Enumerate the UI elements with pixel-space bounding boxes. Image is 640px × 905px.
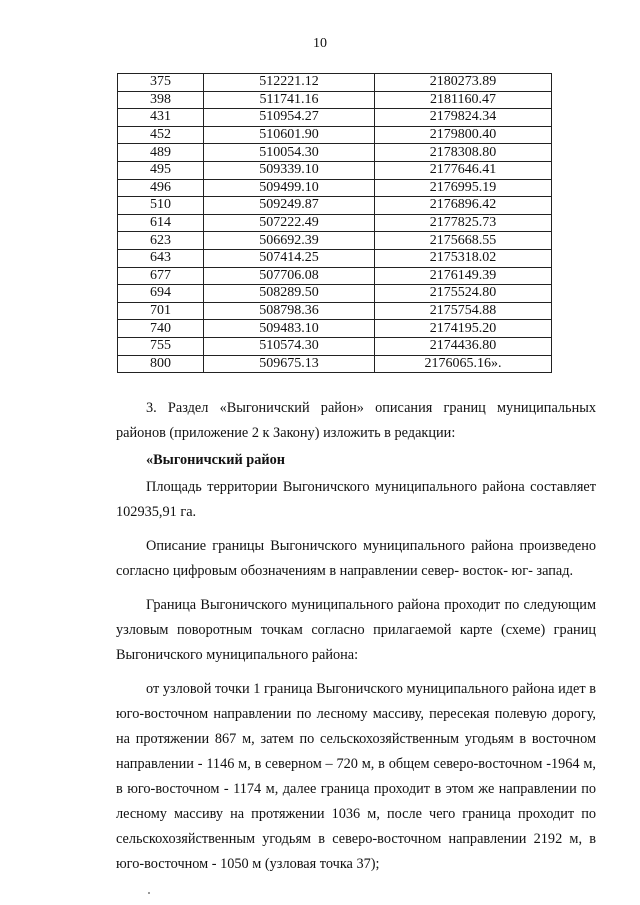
x-coordinate-cell: 510054.30 xyxy=(204,144,375,162)
y-coordinate-cell: 2175524.80 xyxy=(375,285,552,303)
y-coordinate-cell: 2181160.47 xyxy=(375,91,552,109)
table-row xyxy=(118,232,552,250)
y-coordinate-cell: 2180273.89 xyxy=(375,74,552,92)
table-row xyxy=(118,337,552,355)
point-number-cell: 398 xyxy=(118,91,204,109)
point-number-cell: 755 xyxy=(118,337,204,355)
x-coordinate-cell: 508798.36 xyxy=(204,302,375,320)
y-coordinate-cell: 2178308.80 xyxy=(375,144,552,162)
point-number-cell: 800 xyxy=(118,355,204,373)
table-row xyxy=(118,302,552,320)
x-coordinate-cell: 506692.39 xyxy=(204,232,375,250)
x-coordinate-cell: 512221.12 xyxy=(204,74,375,92)
table-row xyxy=(118,249,552,267)
y-coordinate-cell: 2175318.02 xyxy=(375,249,552,267)
y-coordinate-cell: 2176995.19 xyxy=(375,179,552,197)
y-coordinate-cell: 2179800.40 xyxy=(375,126,552,144)
x-coordinate-cell: 508289.50 xyxy=(204,285,375,303)
page-number: 10 xyxy=(313,36,327,51)
route-paragraph: от узловой точки 1 граница Выгоничского муниципального района идет в юго-восточном направлении по лесному массиву, пересекая полевую дорогу, на протяжении 867 м, затем по сельскохозяйственным угодьям в восточном направлении - 1146 м, в северном – 720 м, в общем северо-восточном -1964 м, в юго-восточном - 1174 м, далее граница проходит в этом же направлении по лесному массиву на протяжении 1036 м, после чего граница проходит по сельскохозяйственным угодьям в северо-восточном направлении 2192 м, в юго-восточном - 1050 м (узловая точка 37); xyxy=(116,681,596,872)
table-row xyxy=(118,285,552,303)
x-coordinate-cell: 509675.13 xyxy=(204,355,375,373)
point-number-cell: 510 xyxy=(118,197,204,215)
district-heading: «Выгоничский район xyxy=(146,452,286,468)
x-coordinate-cell: 507706.08 xyxy=(204,267,375,285)
y-coordinate-cell: 2177646.41 xyxy=(375,161,552,179)
point-number-cell: 496 xyxy=(118,179,204,197)
x-coordinate-cell: 509249.87 xyxy=(204,197,375,215)
y-coordinate-cell: 2176065.16». xyxy=(375,355,552,373)
coordinates-table xyxy=(117,73,552,373)
table-row xyxy=(118,214,552,232)
table-row xyxy=(118,320,552,338)
x-coordinate-cell: 509483.10 xyxy=(204,320,375,338)
section-paragraph: 3. Раздел «Выгоничский район» описания границ муниципальных районов (приложение 2 к Закону) изложить в редакции: xyxy=(116,400,596,441)
x-coordinate-cell: 509339.10 xyxy=(204,161,375,179)
table-row xyxy=(118,179,552,197)
table-row xyxy=(118,126,552,144)
x-coordinate-cell: 510574.30 xyxy=(204,337,375,355)
y-coordinate-cell: 2179824.34 xyxy=(375,109,552,127)
x-coordinate-cell: 509499.10 xyxy=(204,179,375,197)
point-number-cell: 623 xyxy=(118,232,204,250)
point-number-cell: 643 xyxy=(118,249,204,267)
y-coordinate-cell: 2174195.20 xyxy=(375,320,552,338)
table-row xyxy=(118,355,552,373)
x-coordinate-cell: 507414.25 xyxy=(204,249,375,267)
y-coordinate-cell: 2174436.80 xyxy=(375,337,552,355)
y-coordinate-cell: 2177825.73 xyxy=(375,214,552,232)
table-row xyxy=(118,109,552,127)
y-coordinate-cell: 2176896.42 xyxy=(375,197,552,215)
coordinates-table-body xyxy=(118,74,552,373)
scan-speck xyxy=(148,892,150,894)
point-number-cell: 452 xyxy=(118,126,204,144)
table-row xyxy=(118,74,552,92)
point-number-cell: 701 xyxy=(118,302,204,320)
table-row xyxy=(118,267,552,285)
point-number-cell: 614 xyxy=(118,214,204,232)
table-row xyxy=(118,161,552,179)
border-paragraph: Граница Выгоничского муниципального района проходит по следующим узловым поворотным точкам согласно прилагаемой карте (схеме) границ Выгоничского муниципального района: xyxy=(116,597,596,663)
x-coordinate-cell: 510954.27 xyxy=(204,109,375,127)
table-row xyxy=(118,91,552,109)
point-number-cell: 495 xyxy=(118,161,204,179)
y-coordinate-cell: 2175668.55 xyxy=(375,232,552,250)
table-row xyxy=(118,144,552,162)
y-coordinate-cell: 2176149.39 xyxy=(375,267,552,285)
point-number-cell: 740 xyxy=(118,320,204,338)
point-number-cell: 694 xyxy=(118,285,204,303)
point-number-cell: 677 xyxy=(118,267,204,285)
x-coordinate-cell: 510601.90 xyxy=(204,126,375,144)
description-paragraph: Описание границы Выгоничского муниципального района произведено согласно цифровым обозначениям в направлении север- восток- юг- запад. xyxy=(116,538,596,579)
document-body xyxy=(116,396,596,877)
point-number-cell: 431 xyxy=(118,109,204,127)
area-paragraph: Площадь территории Выгоничского муниципального района составляет 102935,91 га. xyxy=(116,479,596,520)
x-coordinate-cell: 511741.16 xyxy=(204,91,375,109)
x-coordinate-cell: 507222.49 xyxy=(204,214,375,232)
point-number-cell: 375 xyxy=(118,74,204,92)
point-number-cell: 489 xyxy=(118,144,204,162)
table-row xyxy=(118,197,552,215)
y-coordinate-cell: 2175754.88 xyxy=(375,302,552,320)
